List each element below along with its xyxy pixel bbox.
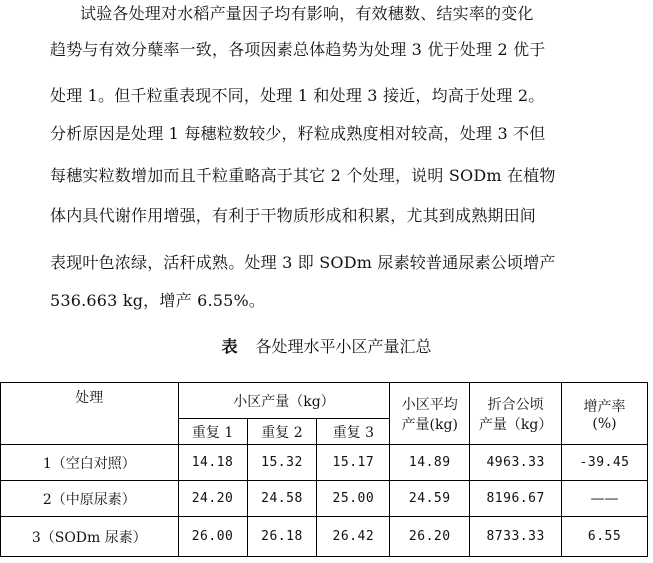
table-caption	[0, 334, 653, 357]
table-row	[1, 445, 648, 481]
paragraph-line: 趋势与有效分蘖率一致，各项因素总体趋势为处理 3 优于处理 2 优于	[50, 40, 546, 59]
cell-rep3: 15.17	[317, 445, 390, 481]
paragraph-line: 处理 1。但千粒重表现不同，处理 1 和处理 3 接近，均高于处理 2。	[50, 86, 545, 105]
header-increase-rate-line1: 增产率	[583, 398, 626, 415]
cell-increase: 6.55	[562, 517, 648, 557]
cell-increase: -39.45	[562, 445, 648, 481]
header-rep1: 重复 1	[178, 419, 247, 445]
cell-treatment: 2（中原尿素）	[1, 481, 179, 517]
header-increase-rate	[562, 383, 648, 445]
cell-rep1: 24.20	[178, 481, 247, 517]
header-treatment: 处理	[1, 383, 179, 445]
cell-rep1: 14.18	[178, 445, 247, 481]
cell-rep2: 26.18	[247, 517, 317, 557]
cell-rep2: 15.32	[247, 445, 317, 481]
paragraph-line: 536.663 kg，增产 6.55%。	[50, 291, 266, 310]
header-rep3: 重复 3	[317, 419, 390, 445]
cell-per-hectare: 8733.33	[470, 517, 562, 557]
cell-average: 24.59	[390, 481, 470, 517]
header-increase-rate-line2: (%)	[592, 415, 617, 432]
cell-per-hectare: 4963.33	[470, 445, 562, 481]
cell-rep3: 26.42	[317, 517, 390, 557]
header-per-hectare-line2: 产量（kg）	[478, 416, 553, 433]
cell-rep1: 26.00	[178, 517, 247, 557]
cell-increase: ——	[562, 481, 648, 517]
header-rep2: 重复 2	[247, 419, 317, 445]
table-row	[1, 481, 648, 517]
cell-treatment: 1（空白对照）	[1, 445, 179, 481]
table-row	[1, 517, 648, 557]
yield-summary-table	[0, 382, 648, 557]
header-plot-average	[390, 383, 470, 445]
cell-average: 26.20	[390, 517, 470, 557]
cell-average: 14.89	[390, 445, 470, 481]
cell-treatment: 3（SODm 尿素）	[1, 517, 179, 557]
header-per-hectare	[470, 383, 562, 445]
paragraph-line: 每穗实粒数增加而且千粒重略高于其它 2 个处理，说明 SODm 在植物	[50, 166, 556, 185]
paragraph-line: 分析原因是处理 1 每穗粒数较少，籽粒成熟度相对较高，处理 3 不但	[50, 124, 546, 143]
header-plot-average-line2: 产量(kg)	[401, 416, 458, 433]
header-plot-yield: 小区产量（kg）	[178, 383, 390, 419]
table-caption-title: 各处理水平小区产量汇总	[255, 337, 432, 356]
header-plot-average-line1: 小区平均	[401, 396, 458, 413]
paragraph-line: 试验各处理对水稻产量因子均有影响，有效穗数、结实率的变化	[80, 4, 534, 23]
header-per-hectare-line1: 折合公顷	[487, 396, 544, 413]
cell-rep3: 25.00	[317, 481, 390, 517]
cell-per-hectare: 8196.67	[470, 481, 562, 517]
paragraph-line: 体内具代谢作用增强，有利于干物质形成和积累，尤其到成熟期田间	[50, 206, 537, 225]
table-caption-lead: 表	[221, 337, 238, 356]
paragraph-line: 表现叶色浓绿，活秆成熟。处理 3 即 SODm 尿素较普通尿素公顷增产	[50, 253, 556, 272]
cell-rep2: 24.58	[247, 481, 317, 517]
